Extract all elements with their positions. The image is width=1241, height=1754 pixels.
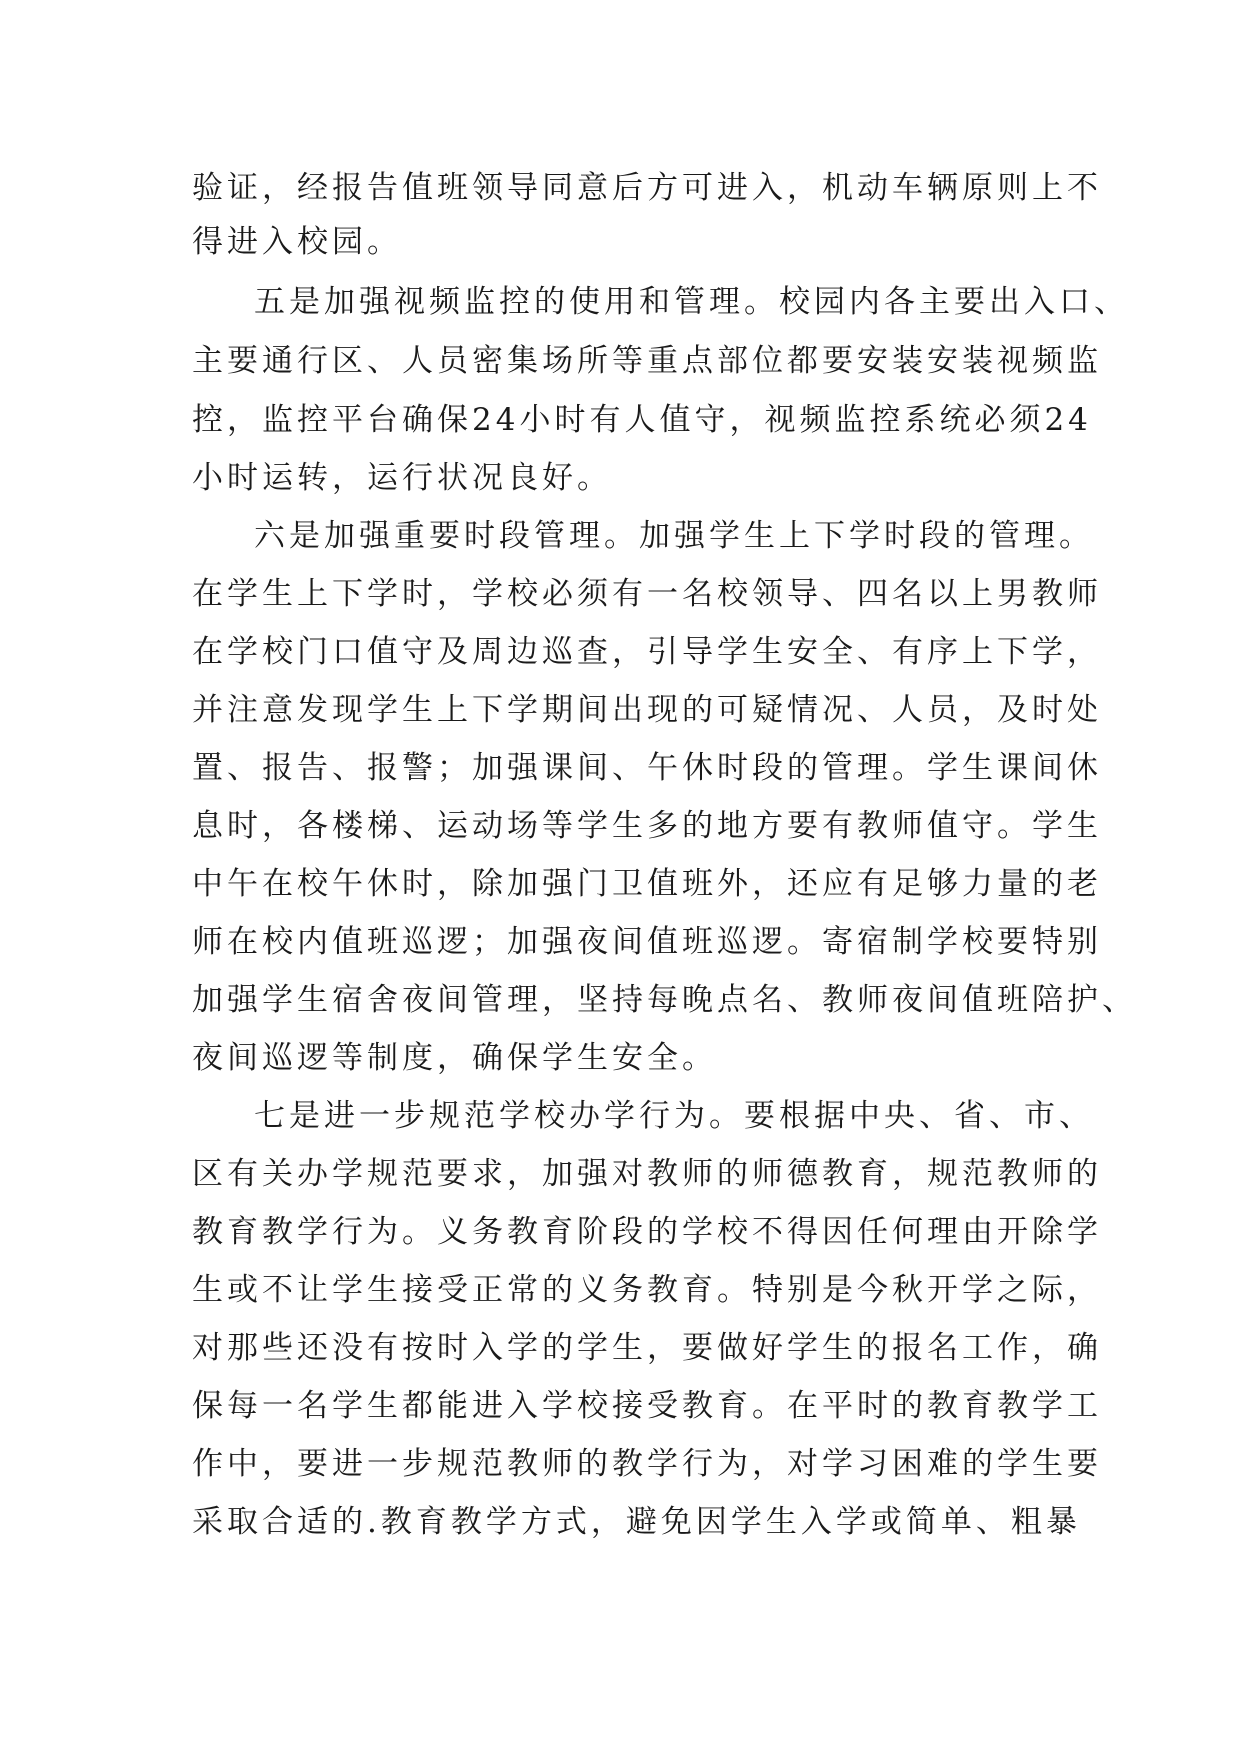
text-line: 加强学生宿舍夜间管理，坚持每晚点名、教师夜间值班陪护、: [192, 982, 1137, 1018]
text-line: 置、报告、报警；加强课间、午休时段的管理。学生课间休: [192, 750, 1102, 786]
paragraph-start-line: 七是进一步规范学校办学行为。要根据中央、省、市、: [254, 1098, 1094, 1134]
text-line: 在学校门口值守及周边巡查，引导学生安全、有序上下学，: [192, 634, 1102, 670]
text-line: 在学生上下学时，学校必须有一名校领导、四名以上男教师: [192, 576, 1102, 612]
text-line: 夜间巡逻等制度，确保学生安全。: [192, 1040, 717, 1076]
text-line: 并注意发现学生上下学期间出现的可疑情况、人员，及时处: [192, 692, 1102, 728]
text-line: 作中，要进一步规范教师的教学行为，对学习困难的学生要: [192, 1446, 1102, 1482]
text-line: 保每一名学生都能进入学校接受教育。在平时的教育教学工: [192, 1388, 1102, 1424]
text-line: 息时，各楼梯、运动场等学生多的地方要有教师值守。学生: [192, 808, 1102, 844]
text-line: 主要通行区、人员密集场所等重点部位都要安装安装视频监: [192, 343, 1102, 379]
text-line: 控，监控平台确保24小时有人值守，视频监控系统必须24: [192, 402, 1092, 438]
text-line: 对那些还没有按时入学的学生，要做好学生的报名工作，确: [192, 1330, 1102, 1366]
text-line: 采取合适的.教育教学方式，避免因学生入学或简单、粗暴: [192, 1504, 1081, 1540]
text-line: 得进入校园。: [192, 224, 402, 260]
text-line: 师在校内值班巡逻；加强夜间值班巡逻。寄宿制学校要特别: [192, 924, 1102, 960]
text-line: 生或不让学生接受正常的义务教育。特别是今秋开学之际，: [192, 1272, 1102, 1308]
text-line: 小时运转，运行状况良好。: [192, 460, 612, 496]
text-line: 中午在校午休时，除加强门卫值班外，还应有足够力量的老: [192, 866, 1102, 902]
text-line: 验证，经报告值班领导同意后方可进入，机动车辆原则上不: [192, 170, 1102, 206]
text-line: 教育教学行为。义务教育阶段的学校不得因任何理由开除学: [192, 1214, 1102, 1250]
paragraph-start-line: 五是加强视频监控的使用和管理。校园内各主要出入口、: [254, 284, 1129, 320]
text-line: 区有关办学规范要求，加强对教师的师德教育，规范教师的: [192, 1156, 1102, 1192]
paragraph-start-line: 六是加强重要时段管理。加强学生上下学时段的管理。: [254, 518, 1094, 554]
